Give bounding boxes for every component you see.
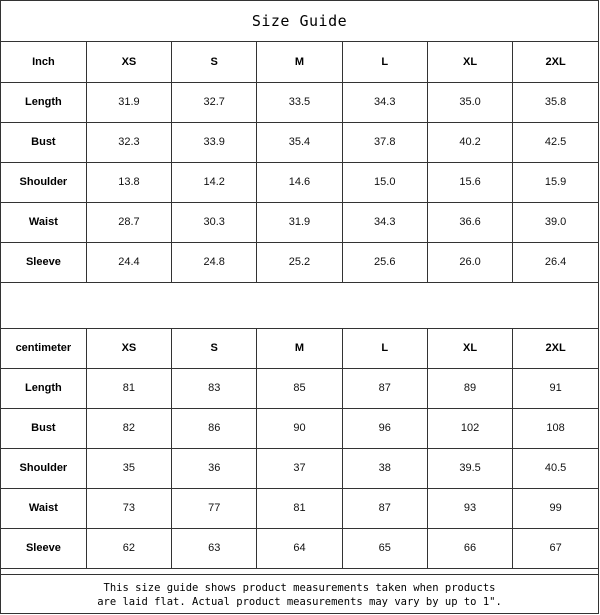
measurement-value: 87 [342,368,427,408]
measurement-value: 15.6 [427,162,512,202]
measurement-value: 93 [427,488,512,528]
measurement-value: 66 [427,528,512,568]
measurement-value: 63 [172,528,257,568]
measurement-label: Length [1,82,86,122]
measurement-label: Waist [1,488,86,528]
measurement-value: 82 [86,408,171,448]
measurement-value: 32.3 [86,122,171,162]
size-header: M [257,328,342,368]
measurement-label: Sleeve [1,528,86,568]
measurement-value: 85 [257,368,342,408]
table-divider [1,288,598,329]
table-row [1,528,598,568]
page-title: Size Guide [1,1,598,42]
measurement-value: 34.3 [342,82,427,122]
measurement-value: 24.8 [172,242,257,282]
table-row [1,408,598,448]
measurement-value: 30.3 [172,202,257,242]
size-header: 2XL [513,328,598,368]
measurement-value: 37.8 [342,122,427,162]
measurement-value: 83 [172,368,257,408]
measurement-value: 35.4 [257,122,342,162]
size-header: XS [86,42,171,82]
measurement-label: Shoulder [1,162,86,202]
measurement-value: 87 [342,488,427,528]
table-header-row [1,42,598,82]
measurement-value: 15.0 [342,162,427,202]
measurement-value: 81 [257,488,342,528]
measurement-label: Shoulder [1,448,86,488]
table-row [1,242,598,282]
measurement-value: 39.0 [513,202,598,242]
measurement-value: 26.0 [427,242,512,282]
size-header: XL [427,42,512,82]
unit-label: centimeter [1,328,86,368]
size-header: M [257,42,342,82]
table-row [1,162,598,202]
size-header: L [342,328,427,368]
measurement-value: 86 [172,408,257,448]
table-row [1,368,598,408]
measurement-value: 15.9 [513,162,598,202]
measurement-value: 77 [172,488,257,528]
measurement-value: 14.6 [257,162,342,202]
measurement-value: 64 [257,528,342,568]
measurement-value: 35 [86,448,171,488]
measurement-value: 36 [172,448,257,488]
table-row [1,448,598,488]
measurement-value: 73 [86,488,171,528]
measurement-value: 14.2 [172,162,257,202]
size-header: 2XL [513,42,598,82]
measurement-value: 25.6 [342,242,427,282]
measurement-value: 35.8 [513,82,598,122]
size-header: S [172,42,257,82]
measurement-value: 62 [86,528,171,568]
measurement-value: 39.5 [427,448,512,488]
measurement-value: 89 [427,368,512,408]
size-header: S [172,328,257,368]
footnote-line-2: are laid flat. Actual product measurements may vary by up to 1". [97,595,502,608]
centimeter-size-table [1,328,598,569]
measurement-value: 40.5 [513,448,598,488]
measurement-label: Length [1,368,86,408]
measurement-value: 35.0 [427,82,512,122]
inch-size-table [1,42,598,283]
unit-label: Inch [1,42,86,82]
measurement-value: 67 [513,528,598,568]
measurement-label: Bust [1,408,86,448]
measurement-value: 25.2 [257,242,342,282]
table-header-row [1,328,598,368]
measurement-value: 31.9 [86,82,171,122]
measurement-value: 13.8 [86,162,171,202]
measurement-label: Sleeve [1,242,86,282]
measurement-value: 108 [513,408,598,448]
size-header: XS [86,328,171,368]
measurement-value: 26.4 [513,242,598,282]
measurement-value: 24.4 [86,242,171,282]
measurement-value: 40.2 [427,122,512,162]
table-row [1,488,598,528]
measurement-label: Waist [1,202,86,242]
measurement-value: 34.3 [342,202,427,242]
measurement-value: 42.5 [513,122,598,162]
measurement-value: 32.7 [172,82,257,122]
measurement-value: 36.6 [427,202,512,242]
measurement-value: 99 [513,488,598,528]
measurement-value: 65 [342,528,427,568]
measurement-value: 38 [342,448,427,488]
measurement-value: 31.9 [257,202,342,242]
footnote-line-1: This size guide shows product measurements taken when products [103,581,496,594]
measurement-footnote [1,574,598,614]
table-row [1,82,598,122]
measurement-value: 91 [513,368,598,408]
size-header: L [342,42,427,82]
table-row [1,122,598,162]
measurement-value: 33.5 [257,82,342,122]
measurement-value: 37 [257,448,342,488]
measurement-value: 28.7 [86,202,171,242]
size-header: XL [427,328,512,368]
measurement-value: 81 [86,368,171,408]
table-row [1,202,598,242]
measurement-value: 96 [342,408,427,448]
measurement-value: 102 [427,408,512,448]
measurement-value: 90 [257,408,342,448]
measurement-value: 33.9 [172,122,257,162]
measurement-label: Bust [1,122,86,162]
